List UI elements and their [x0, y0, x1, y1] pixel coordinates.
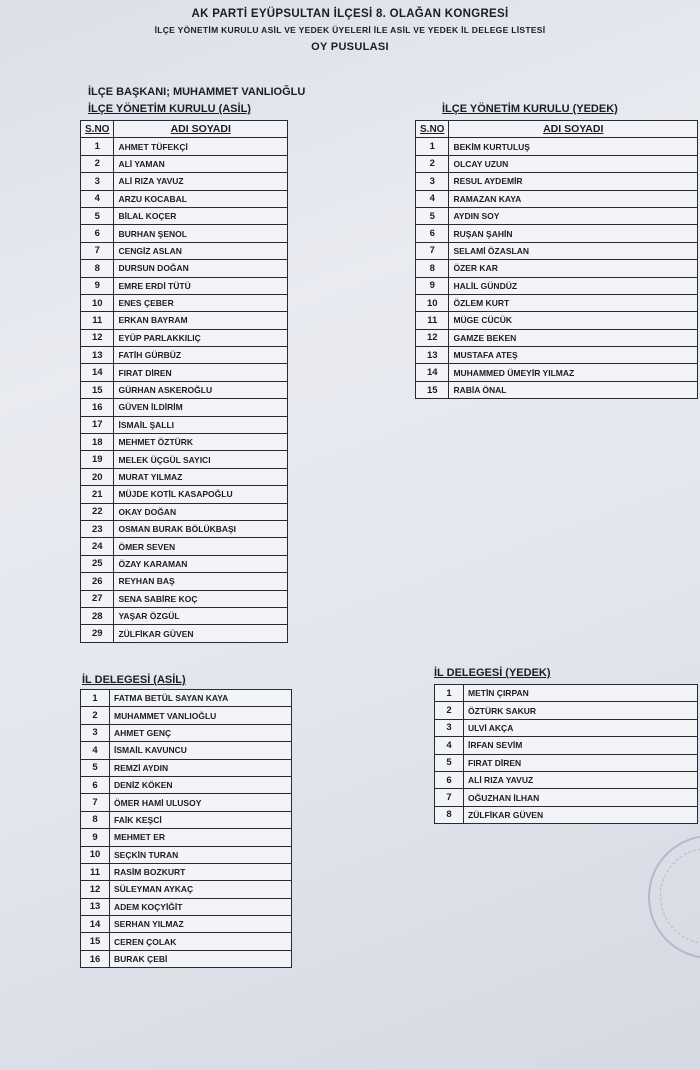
- table-row: [435, 702, 698, 719]
- row-name: MÜJDE KOTİL KASAPOĞLU: [114, 486, 288, 503]
- row-number: 5: [81, 759, 110, 776]
- column-header-no: S.NO: [416, 121, 449, 138]
- row-number: 27: [81, 590, 114, 607]
- table-row: [81, 811, 292, 828]
- row-number: 4: [416, 190, 449, 207]
- table-header-row: [81, 121, 288, 138]
- row-name: ÖZAY KARAMAN: [114, 555, 288, 572]
- row-name: GAMZE BEKEN: [449, 329, 698, 346]
- row-name: ADEM KOÇYİĞİT: [110, 898, 292, 915]
- row-name: MUHAMMET VANLIOĞLU: [110, 707, 292, 724]
- row-name: ZÜLFİKAR GÜVEN: [114, 625, 288, 642]
- row-number: 8: [435, 806, 464, 823]
- row-name: ULVİ AKÇA: [464, 719, 698, 736]
- row-number: 8: [416, 260, 449, 277]
- row-name: YAŞAR ÖZGÜL: [114, 607, 288, 624]
- table-row: [416, 260, 698, 277]
- row-name: İRFAN SEVİM: [464, 737, 698, 754]
- row-name: EYÜP PARLAKKILIÇ: [114, 329, 288, 346]
- table-row: [416, 225, 698, 242]
- table-row: [416, 242, 698, 259]
- table-row: [81, 846, 292, 863]
- row-name: BURHAN ŞENOL: [114, 225, 288, 242]
- table-row: [81, 794, 292, 811]
- row-name: OKAY DOĞAN: [114, 503, 288, 520]
- column-header-name: ADI SOYADI: [449, 121, 698, 138]
- table-row: [435, 719, 698, 736]
- row-name: RABİA ÖNAL: [449, 381, 698, 398]
- row-number: 21: [81, 486, 114, 503]
- row-name: ARZU KOCABAL: [114, 190, 288, 207]
- table-row: [416, 207, 698, 224]
- row-number: 17: [81, 416, 114, 433]
- table-row: [81, 468, 288, 485]
- row-name: ALİ YAMAN: [114, 155, 288, 172]
- table-row: [81, 225, 288, 242]
- row-name: MEHMET ÖZTÜRK: [114, 434, 288, 451]
- row-number: 4: [81, 190, 114, 207]
- table-row: [81, 277, 288, 294]
- row-name: AYDIN SOY: [449, 207, 698, 224]
- row-name: ÖMER SEVEN: [114, 538, 288, 555]
- row-number: 3: [81, 724, 110, 741]
- row-number: 7: [416, 242, 449, 259]
- row-number: 22: [81, 503, 114, 520]
- row-name: OSMAN BURAK BÖLÜKBAŞI: [114, 520, 288, 537]
- row-number: 9: [81, 829, 110, 846]
- row-number: 18: [81, 434, 114, 451]
- table-row: [81, 486, 288, 503]
- table-row: [416, 381, 698, 398]
- table-row: [81, 312, 288, 329]
- row-number: 6: [435, 771, 464, 788]
- row-number: 10: [416, 294, 449, 311]
- table-row: [416, 329, 698, 346]
- column-header-no: S.NO: [81, 121, 114, 138]
- row-number: 20: [81, 468, 114, 485]
- row-name: ERKAN BAYRAM: [114, 312, 288, 329]
- table-row: [416, 190, 698, 207]
- board-substitute-table: [415, 120, 698, 399]
- table-row: [81, 138, 288, 155]
- table-row: [81, 260, 288, 277]
- delegates-main-table: [80, 689, 292, 968]
- table-row: [81, 520, 288, 537]
- row-number: 11: [416, 312, 449, 329]
- table-row: [81, 881, 292, 898]
- row-name: CENGİZ ASLAN: [114, 242, 288, 259]
- table-row: [416, 277, 698, 294]
- table-row: [81, 190, 288, 207]
- row-name: REYHAN BAŞ: [114, 573, 288, 590]
- row-name: CEREN ÇOLAK: [110, 933, 292, 950]
- table-row: [81, 381, 288, 398]
- row-name: SERHAN YILMAZ: [110, 916, 292, 933]
- table-row: [435, 771, 698, 788]
- row-name: AHMET TÜFEKÇİ: [114, 138, 288, 155]
- column-header-name: ADI SOYADI: [114, 121, 288, 138]
- row-number: 3: [416, 173, 449, 190]
- row-number: 1: [81, 138, 114, 155]
- row-number: 10: [81, 294, 114, 311]
- table-row: [81, 590, 288, 607]
- table-row: [435, 737, 698, 754]
- row-number: 15: [81, 381, 114, 398]
- row-name: REMZİ AYDIN: [110, 759, 292, 776]
- table-row: [81, 347, 288, 364]
- row-name: FIRAT DİREN: [464, 754, 698, 771]
- table-row: [435, 789, 698, 806]
- row-number: 16: [81, 950, 110, 967]
- row-number: 12: [81, 329, 114, 346]
- row-number: 16: [81, 399, 114, 416]
- row-number: 7: [81, 242, 114, 259]
- row-number: 7: [81, 794, 110, 811]
- table-row: [81, 573, 288, 590]
- table-row: [81, 155, 288, 172]
- row-name: FATİH GÜRBÜZ: [114, 347, 288, 364]
- ballot-label: OY PUSULASI: [311, 41, 389, 53]
- board-substitute-title: İLÇE YÖNETİM KURULU (YEDEK): [442, 103, 618, 115]
- row-number: 28: [81, 607, 114, 624]
- table-row: [81, 207, 288, 224]
- table-row: [81, 829, 292, 846]
- row-name: ZÜLFİKAR GÜVEN: [464, 806, 698, 823]
- table-row: [81, 538, 288, 555]
- table-row: [81, 625, 288, 642]
- table-row: [81, 690, 292, 707]
- table-row: [81, 898, 292, 915]
- row-number: 6: [416, 225, 449, 242]
- row-number: 3: [435, 719, 464, 736]
- row-number: 26: [81, 573, 114, 590]
- row-number: 29: [81, 625, 114, 642]
- document-title: AK PARTİ EYÜPSULTAN İLÇESİ 8. OLAĞAN KONGRESİ: [191, 8, 509, 20]
- table-row: [416, 312, 698, 329]
- row-number: 24: [81, 538, 114, 555]
- table-row: [416, 173, 698, 190]
- table-row: [416, 364, 698, 381]
- table-row: [435, 685, 698, 702]
- row-name: ENES ÇEBER: [114, 294, 288, 311]
- table-row: [81, 759, 292, 776]
- table-row: [81, 242, 288, 259]
- delegates-substitute-title: İL DELEGESİ (YEDEK): [434, 667, 551, 679]
- row-number: 15: [81, 933, 110, 950]
- row-name: İSMAİL KAVUNCU: [110, 742, 292, 759]
- row-number: 25: [81, 555, 114, 572]
- row-name: EMRE ERDİ TÜTÜ: [114, 277, 288, 294]
- table-row: [416, 155, 698, 172]
- row-name: GÜVEN İLDİRİM: [114, 399, 288, 416]
- table-row: [81, 294, 288, 311]
- table-row: [81, 863, 292, 880]
- board-main-title: İLÇE YÖNETİM KURULU (ASİL): [88, 103, 251, 115]
- table-row: [81, 916, 292, 933]
- row-number: 13: [81, 898, 110, 915]
- row-name: RESUL AYDEMİR: [449, 173, 698, 190]
- table-row: [81, 776, 292, 793]
- row-name: OLCAY UZUN: [449, 155, 698, 172]
- row-number: 9: [81, 277, 114, 294]
- row-name: DENİZ KÖKEN: [110, 776, 292, 793]
- row-number: 1: [81, 690, 110, 707]
- row-name: FATMA BETÜL SAYAN KAYA: [110, 690, 292, 707]
- row-number: 10: [81, 846, 110, 863]
- row-name: FIRAT DİREN: [114, 364, 288, 381]
- delegates-substitute-table: [434, 684, 698, 824]
- row-number: 5: [416, 207, 449, 224]
- table-row: [81, 950, 292, 967]
- table-row: [81, 399, 288, 416]
- row-name: SEÇKİN TURAN: [110, 846, 292, 863]
- row-number: 6: [81, 225, 114, 242]
- row-name: METİN ÇIRPAN: [464, 685, 698, 702]
- row-number: 12: [81, 881, 110, 898]
- row-name: RASİM BOZKURT: [110, 863, 292, 880]
- row-number: 15: [416, 381, 449, 398]
- row-name: BİLAL KOÇER: [114, 207, 288, 224]
- table-row: [81, 503, 288, 520]
- row-number: 14: [416, 364, 449, 381]
- row-number: 1: [416, 138, 449, 155]
- row-name: FAİK KEŞCİ: [110, 811, 292, 828]
- row-number: 5: [435, 754, 464, 771]
- table-row: [81, 416, 288, 433]
- row-name: ÖZER KAR: [449, 260, 698, 277]
- table-row: [81, 724, 292, 741]
- row-number: 14: [81, 364, 114, 381]
- row-number: 7: [435, 789, 464, 806]
- row-number: 6: [81, 776, 110, 793]
- row-number: 19: [81, 451, 114, 468]
- row-number: 2: [435, 702, 464, 719]
- row-number: 2: [416, 155, 449, 172]
- row-name: SÜLEYMAN AYKAÇ: [110, 881, 292, 898]
- row-number: 13: [416, 347, 449, 364]
- table-row: [81, 173, 288, 190]
- row-number: 2: [81, 155, 114, 172]
- table-row: [416, 138, 698, 155]
- row-name: HALİL GÜNDÜZ: [449, 277, 698, 294]
- table-row: [81, 707, 292, 724]
- row-name: ALİ RIZA YAVUZ: [114, 173, 288, 190]
- row-number: 2: [81, 707, 110, 724]
- table-row: [81, 364, 288, 381]
- row-number: 8: [81, 260, 114, 277]
- row-name: ALİ RIZA YAVUZ: [464, 771, 698, 788]
- row-name: MURAT YILMAZ: [114, 468, 288, 485]
- row-name: ÖZTÜRK SAKUR: [464, 702, 698, 719]
- row-number: 11: [81, 863, 110, 880]
- row-name: MÜGE CÜCÜK: [449, 312, 698, 329]
- row-number: 11: [81, 312, 114, 329]
- row-number: 12: [416, 329, 449, 346]
- table-row: [81, 933, 292, 950]
- table-row: [81, 451, 288, 468]
- board-main-table: [80, 120, 288, 643]
- table-header-row: [416, 121, 698, 138]
- row-number: 8: [81, 811, 110, 828]
- delegates-main-title: İL DELEGESİ (ASİL): [82, 674, 186, 686]
- row-name: İSMAİL ŞALLI: [114, 416, 288, 433]
- row-name: MELEK ÜÇGÜL SAYICI: [114, 451, 288, 468]
- row-number: 23: [81, 520, 114, 537]
- row-name: BURAK ÇEBİ: [110, 950, 292, 967]
- row-number: 5: [81, 207, 114, 224]
- row-name: MUSTAFA ATEŞ: [449, 347, 698, 364]
- row-number: 14: [81, 916, 110, 933]
- table-row: [435, 806, 698, 823]
- row-number: 9: [416, 277, 449, 294]
- row-number: 4: [81, 742, 110, 759]
- row-number: 13: [81, 347, 114, 364]
- row-name: RAMAZAN KAYA: [449, 190, 698, 207]
- table-row: [81, 607, 288, 624]
- row-name: BEKİM KURTULUŞ: [449, 138, 698, 155]
- row-name: MUHAMMED ÜMEYİR YILMAZ: [449, 364, 698, 381]
- row-name: ÖZLEM KURT: [449, 294, 698, 311]
- table-row: [435, 754, 698, 771]
- table-row: [81, 555, 288, 572]
- row-name: DURSUN DOĞAN: [114, 260, 288, 277]
- table-row: [81, 742, 292, 759]
- row-name: SENA SABİRE KOÇ: [114, 590, 288, 607]
- table-row: [416, 294, 698, 311]
- row-number: 4: [435, 737, 464, 754]
- table-row: [416, 347, 698, 364]
- row-name: OĞUZHAN İLHAN: [464, 789, 698, 806]
- row-name: ÖMER HAMİ ULUSOY: [110, 794, 292, 811]
- table-row: [81, 434, 288, 451]
- row-name: RUŞAN ŞAHİN: [449, 225, 698, 242]
- document-subtitle: İLÇE YÖNETİM KURULU ASİL VE YEDEK ÜYELERİ İLE ASİL VE YEDEK İL DELEGE LİSTESİ: [154, 25, 546, 35]
- row-name: AHMET GENÇ: [110, 724, 292, 741]
- table-row: [81, 329, 288, 346]
- row-name: SELAMİ ÖZASLAN: [449, 242, 698, 259]
- row-number: 3: [81, 173, 114, 190]
- row-number: 1: [435, 685, 464, 702]
- row-name: GÜRHAN ASKEROĞLU: [114, 381, 288, 398]
- row-name: MEHMET ER: [110, 829, 292, 846]
- district-chair: İLÇE BAŞKANI; MUHAMMET VANLIOĞLU: [88, 86, 306, 98]
